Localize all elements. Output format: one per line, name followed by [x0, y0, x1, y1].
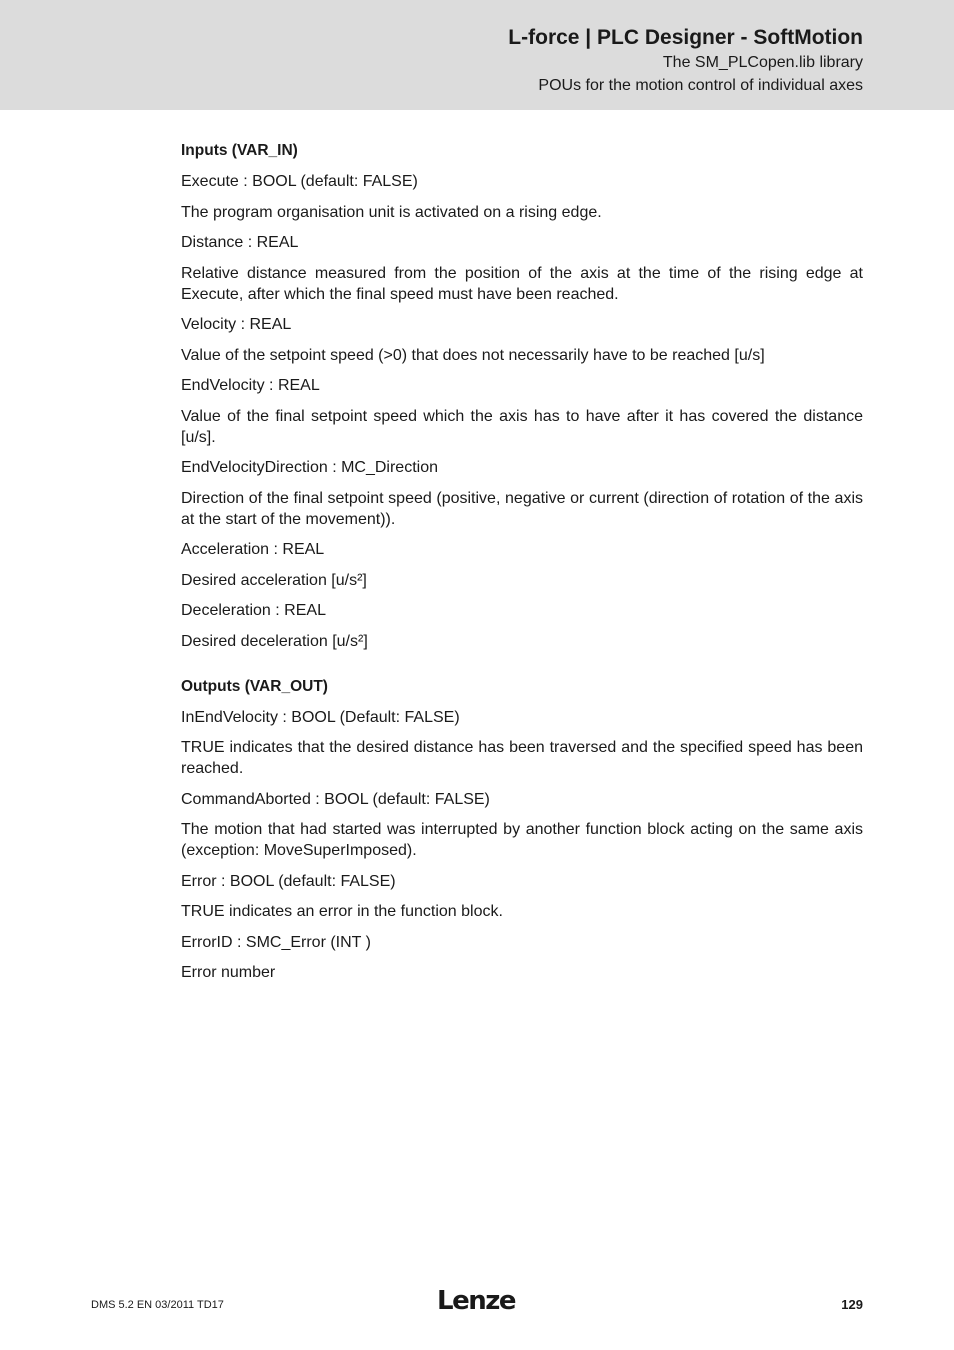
output-error-desc: TRUE indicates an error in the function block.	[181, 903, 503, 920]
output-commandaborted-desc: The motion that had started was interrupted by another function block acting on the same axis (exception: MoveSuperImposed).	[181, 821, 863, 859]
input-execute-desc: The program organisation unit is activated on a rising edge.	[181, 203, 602, 221]
output-error-decl: Error : BOOL (default: FALSE)	[181, 872, 396, 890]
input-deceleration-desc: Desired deceleration [u/s²]	[181, 632, 368, 650]
input-distance-desc: Relative distance measured from the position of the axis at the time of the rising edge at Execute, after which the final speed must have been reached.	[181, 264, 863, 303]
input-endvelocity-decl: EndVelocity : REAL	[181, 377, 320, 394]
page-number: 129	[841, 1297, 863, 1312]
input-acceleration-decl: Acceleration : REAL	[181, 541, 325, 558]
input-acceleration-desc: Desired acceleration [u/s²]	[181, 571, 367, 589]
header-title: L-force | PLC Designer - SoftMotion	[508, 26, 863, 49]
input-velocity-decl: Velocity : REAL	[181, 316, 292, 333]
output-errorid-desc: Error number	[181, 964, 276, 981]
lenze-logo: Lenze	[437, 1286, 515, 1316]
output-inendvelocity-decl: InEndVelocity : BOOL (Default: FALSE)	[181, 708, 460, 726]
footer-doc-id: DMS 5.2 EN 03/2011 TD17	[91, 1299, 224, 1311]
output-commandaborted-decl: CommandAborted : BOOL (default: FALSE)	[181, 790, 490, 808]
header-subtitle-library: The SM_PLCopen.lib library	[662, 54, 863, 71]
input-endvelocitydirection-decl: EndVelocityDirection : MC_Direction	[181, 459, 438, 476]
output-inendvelocity-desc: TRUE indicates that the desired distance has been traversed and the specified speed has been reached.	[181, 739, 863, 777]
input-velocity-desc: Value of the setpoint speed (>0) that does not necessarily have to be reached [u/s]	[181, 346, 765, 364]
input-execute-decl: Execute : BOOL (default: FALSE)	[181, 173, 418, 190]
input-deceleration-decl: Deceleration : REAL	[181, 602, 326, 619]
outputs-heading: Outputs (VAR_OUT)	[181, 677, 328, 695]
input-distance-decl: Distance : REAL	[181, 234, 299, 251]
input-endvelocity-desc: Value of the final setpoint speed which the axis has to have after it has covered the distance [u/s].	[181, 407, 863, 446]
inputs-heading: Inputs (VAR_IN)	[181, 142, 298, 159]
input-endvelocitydirection-desc: Direction of the final setpoint speed (positive, negative or current (direction of rotation of the axis at the start of the movement)).	[181, 489, 863, 528]
page-header	[0, 0, 954, 110]
output-errorid-decl: ErrorID : SMC_Error (INT )	[181, 933, 371, 951]
header-subtitle-section: POUs for the motion control of individual axes	[538, 77, 863, 94]
main-content	[181, 140, 863, 993]
